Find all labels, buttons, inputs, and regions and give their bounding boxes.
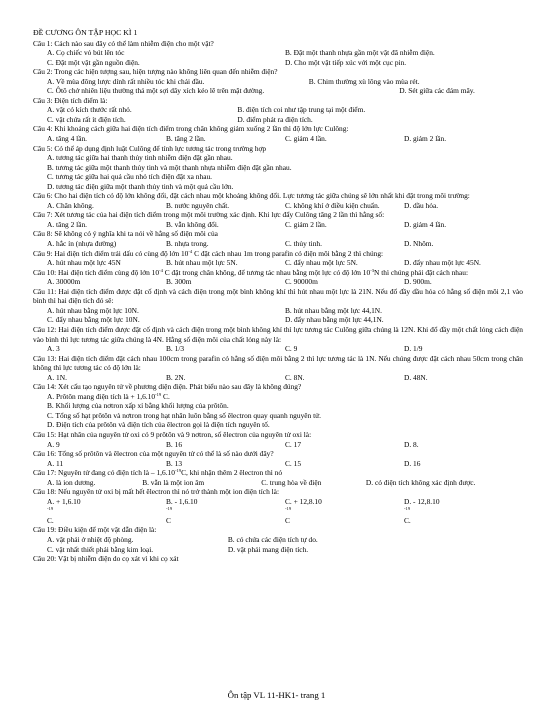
- question-4-options: [33, 134, 523, 144]
- option-a: A. hút nhau một lực 45N: [47, 258, 121, 268]
- exponent: -19: [155, 391, 162, 397]
- page-footer: Ôn tập VL 11-HK1- trang 1: [227, 690, 326, 700]
- question-7-options: [33, 220, 523, 230]
- option-d: D. 48N.: [404, 372, 428, 382]
- question-2-options: [33, 86, 523, 96]
- question-10-text: C đặt trong chân không, để tương tác nhau bằng một lực có độ lớn 10: [162, 267, 371, 277]
- question-11-options: [33, 315, 523, 325]
- exponent: -19: [174, 468, 182, 474]
- option-a: A. Về mùa đông lược dính rất nhiều tóc khi chải đầu.: [47, 76, 205, 86]
- question-3-options: [33, 105, 523, 115]
- option-b: B. 16: [166, 439, 183, 449]
- option-c: C. Tổng số hạt prôtôn và nơtron trong hạt nhân luôn bằng số êlectron quay quanh nguyên tử.: [47, 410, 321, 420]
- question-16-options: [33, 459, 523, 469]
- option-a: [47, 497, 166, 526]
- exponent: -19: [285, 506, 292, 512]
- option-d-text: D. - 12,8.10: [404, 496, 440, 506]
- question-17: [33, 468, 523, 478]
- question-19-options: [33, 545, 523, 555]
- document-title: ĐỀ CƯƠNG ÔN TẬP HỌC KÌ 1: [33, 28, 138, 37]
- option-c-text: C. + 12,8.10: [285, 496, 322, 506]
- question-19-options: [33, 535, 523, 545]
- question-3-options: [33, 115, 523, 125]
- option-c: C. 17: [285, 439, 302, 449]
- question-12: Câu 12: Hai điện tích điểm được đặt cố định và cách điện trong một bình không khí thì lực tương tác Culông giữa chúng là 12N. Khi đổ đầy một chất lỏng cách điện vào bình thì lực tương tác giữa chúng là 4N. Hằng số điện môi của chất lỏng này là:: [33, 324, 523, 344]
- option-b: B. điện tích coi như tập trung tại một điểm.: [237, 105, 366, 115]
- option-d: [404, 497, 523, 526]
- option-b: B. hút nhau bằng một lực 44,1N.: [285, 305, 382, 315]
- option-c: C. trung hòa về điện: [261, 477, 322, 487]
- option-b: B. có chứa các điện tích tự do.: [227, 534, 318, 544]
- option-a-unit: C.: [161, 391, 170, 401]
- question-9-options: [33, 258, 523, 268]
- option-b: B. hút nhau một lực 5N.: [166, 258, 238, 268]
- question-15: Câu 15: Hạt nhân của nguyên tử oxi có 9 prôtôn và 9 nơtron, số êlectron của nguyên tử oxi là:: [33, 429, 312, 439]
- question-17-options: [33, 478, 523, 488]
- question-18-options: [33, 497, 523, 526]
- option-a: A. 30000m: [47, 277, 81, 287]
- option-d: D. Nhôm.: [404, 239, 434, 249]
- question-6-options: [33, 201, 523, 211]
- question-2: Câu 2: Trong các hiện tượng sau, hiện tượng nào không liên quan đến nhiễm điện?: [33, 67, 278, 77]
- question-9-text: C đặt cách nhau 1m trong parafin có điện môi bằng 2 thì chúng:: [192, 248, 384, 258]
- option-b: B. Chim thường xù lông vào mùa rét.: [308, 76, 420, 86]
- document-body: [33, 28, 523, 564]
- question-10-text: Câu 10: Hai điện tích điểm cùng độ lớn 10: [33, 267, 160, 277]
- option-d: D. 900m.: [404, 277, 432, 287]
- question-12-options: [33, 344, 523, 354]
- option-c: C. 15: [285, 458, 302, 468]
- question-13-options: [33, 373, 523, 383]
- question-6: Câu 6: Cho hai điện tích có độ lớn không đổi, đặt cách nhau một khoảng không đổi. Lực tương tác giữa chúng sẽ lớn nhất khi đặt trong môi trường:: [33, 191, 470, 201]
- option-c: C. không khí ở điều kiện chuẩn.: [285, 200, 380, 210]
- option-d: D. giảm 2 lần.: [404, 134, 447, 144]
- option-a: [33, 392, 523, 402]
- option-a: A. hắc ín (nhựa đường): [47, 239, 117, 249]
- option-a: A. tăng 4 lần.: [47, 134, 88, 144]
- option-d: D. vật phải mang điện tích.: [227, 544, 309, 554]
- question-8-options: [33, 239, 523, 249]
- option-d: D. điểm phát ra điện tích.: [237, 114, 313, 124]
- option-a: A. tương tác giữa hai thanh thủy tinh nhiễm điện đặt gần nhau.: [47, 153, 233, 163]
- option-b-text: B. - 1,6.10: [166, 496, 198, 506]
- exponent: -19: [47, 506, 54, 512]
- option-d: D. 8.: [404, 439, 419, 449]
- option-d: D. 16: [404, 458, 421, 468]
- option-d: D. đẩy nhau bằng một lực 44,1N.: [285, 315, 384, 325]
- question-10: [33, 268, 523, 278]
- option-c-unit: C: [285, 515, 290, 525]
- option-a: A. 1N.: [47, 372, 67, 382]
- option-c: C. giảm 4 lần.: [285, 134, 327, 144]
- option-a: A. tăng 2 lần.: [47, 219, 88, 229]
- question-20: Câu 20: Vật bị nhiễm điện do cọ xát vì khi cọ xát: [33, 554, 179, 564]
- exponent: -3: [370, 267, 375, 273]
- option-c: C. 8N.: [285, 372, 305, 382]
- option-d: D. dầu hỏa.: [404, 200, 439, 210]
- option-d-unit: C.: [404, 515, 411, 525]
- question-3: Câu 3: Điện tích điểm là:: [33, 95, 108, 105]
- option-c: C. vật nhất thiết phải bằng kim loại.: [47, 544, 154, 554]
- question-2-options: [33, 77, 523, 87]
- question-4: Câu 4: Khi khoảng cách giữa hai điện tích điểm trong chân không giảm xuống 2 lần thì độ lớn lực Culông:: [33, 124, 349, 134]
- question-18: Câu 18: Nếu nguyên tử oxi bị mất hết êlectron thì nó trở thành một ion điện tích là:: [33, 487, 280, 497]
- option-d: D. tương tác điện giữa một thanh thủy tinh và một quả cầu lớn.: [47, 181, 234, 191]
- question-1: Câu 1: Cách nào sau đây có thể làm nhiễm điện cho một vật?: [33, 38, 214, 48]
- option-b: B. vẫn không đổi.: [166, 219, 219, 229]
- option-a: A. Chân không.: [47, 200, 94, 210]
- option-b: B. 300m: [166, 277, 192, 287]
- option-b: B. 1/3: [166, 344, 185, 354]
- question-11-options: [33, 306, 523, 316]
- option-d: D. đẩy nhau một lực 45N.: [404, 258, 481, 268]
- exponent: -19: [404, 506, 411, 512]
- option-a: A. 9: [47, 439, 60, 449]
- option-a: A. vật phải ở nhiệt độ phòng.: [47, 534, 134, 544]
- question-11: Câu 11: Hai điện tích điểm được đặt cố định và cách điện trong một bình không khí thì hút nhau một lực là 21N. Nếu đổ đầy dầu hỏa có hằng số điện môi 2,1 vào bình thì hai điện tích đó sẽ:: [33, 286, 523, 306]
- question-19: Câu 19: Điều kiện để một vật dẫn điện là:: [33, 525, 157, 535]
- exponent: -4: [159, 267, 163, 273]
- option-d: D. có điện tích không xác định được.: [365, 477, 476, 487]
- option-b: [166, 497, 285, 526]
- question-8: Câu 8: Sẽ không có ý nghĩa khi ta nói về hằng số điện môi của: [33, 229, 218, 239]
- option-b: B. tăng 2 lần.: [166, 134, 206, 144]
- option-c: C. tương tác giữa hai quả cầu nhỏ tích điện đặt xa nhau.: [47, 172, 213, 182]
- option-b: B. nhựa trong.: [166, 239, 209, 249]
- exponent: -19: [166, 506, 173, 512]
- option-d: D. Điện tích của prôtôn và điện tích của êlectron gọi là điện tích nguyên tố.: [47, 420, 270, 430]
- question-9-text: Câu 9: Hai điện tích điểm trái dấu có cùng độ lớn 10: [33, 248, 189, 258]
- option-b: B. vẫn là một ion âm: [142, 477, 205, 487]
- option-a: A. 11: [47, 458, 64, 468]
- option-d: D. giảm 4 lần.: [404, 219, 447, 229]
- option-c: C. giảm 2 lần.: [285, 219, 327, 229]
- question-15-options: [33, 440, 523, 450]
- exponent: -4: [188, 248, 193, 254]
- option-c: C. 9: [285, 344, 298, 354]
- option-a: A. hút nhau bằng một lực 10N.: [47, 305, 139, 315]
- question-9: [33, 249, 523, 259]
- question-1-options: [33, 48, 523, 58]
- option-c: [285, 497, 404, 526]
- option-a-text: A. Prôtôn mang điện tích là + 1,6.10: [47, 391, 156, 401]
- option-c: C. đẩy nhau bằng một lực 10N.: [47, 315, 140, 325]
- question-1-options: [33, 58, 523, 68]
- question-17-text: C, khi nhận thêm 2 êlectron thì nó: [181, 468, 283, 478]
- option-d: D. Cho một vật tiếp xúc với một cục pin.: [285, 57, 407, 67]
- option-b: B. Đặt một thanh nhựa gần một vật đã nhiễm điện.: [285, 48, 435, 58]
- question-10-text: N thì chúng phải đặt cách nhau:: [374, 267, 469, 277]
- question-10-options: [33, 277, 523, 287]
- option-a: A. Cọ chiếc vỏ bút lên tóc: [47, 48, 125, 58]
- question-14: Câu 14: Xét cấu tạo nguyên tử về phương diện điện. Phát biểu nào sau đây là không đúng?: [33, 382, 302, 392]
- option-a-text: A. + 1,6.10: [47, 496, 81, 506]
- question-16: Câu 16: Tổng số prôtôn và êlectron của một nguyên tử có thể là số nào dưới đây?: [33, 449, 274, 459]
- option-b: B. Khối lượng của nơtron xấp xỉ bằng khối lượng của prôtôn.: [47, 401, 229, 411]
- option-c: C. đẩy nhau một lực 5N.: [285, 258, 358, 268]
- option-c: C. 90000m: [285, 277, 318, 287]
- question-17-text: Câu 17: Nguyên tử đang có điện tích là – 1,6.10: [33, 468, 175, 478]
- question-5: Câu 5: Có thể áp dụng định luật Culông để tính lực tương tác trong trường hợp: [33, 143, 267, 153]
- option-b: B. 2N.: [166, 372, 186, 382]
- option-c: C. vật chứa rất ít điện tích.: [47, 114, 126, 124]
- option-d: D. Sét giữa các đám mây.: [399, 86, 475, 96]
- option-a: A. vật có kích thước rất nhỏ.: [47, 105, 132, 115]
- option-c: C. Ôtô chở nhiên liệu thường thả một sợi dây xích kéo lê trên mặt đường.: [47, 86, 265, 96]
- option-b: B. 13: [166, 458, 183, 468]
- option-c: C. thủy tinh.: [285, 239, 322, 249]
- question-7: Câu 7: Xét tương tác của hai điện tích điểm trong một môi trường xác định. Khi lực đẩy Culông tăng 2 lần thì hằng số:: [33, 210, 385, 220]
- option-c: C. Đặt một vật gần nguồn điện.: [47, 57, 140, 67]
- option-b: B. nước nguyên chất.: [166, 200, 230, 210]
- option-b-unit: C: [166, 515, 171, 525]
- question-13: Câu 13: Hai điện tích điểm đặt cách nhau 100cm trong parafin có hằng số điện môi bằng 2 thì lực tương tác là 1N. Nếu chúng được đặt cách nhau 50cm trong chân không thì lực tương tác có độ lớn là:: [33, 353, 523, 373]
- option-d: D. 1/9: [404, 344, 423, 354]
- option-a-unit: C.: [47, 515, 54, 525]
- option-b: B. tương tác giữa một thanh thủy tinh và một thanh nhựa nhiễm điện đặt gần nhau.: [47, 162, 292, 172]
- option-a: A. 3: [47, 344, 60, 354]
- option-a: A. là ion dương.: [47, 477, 96, 487]
